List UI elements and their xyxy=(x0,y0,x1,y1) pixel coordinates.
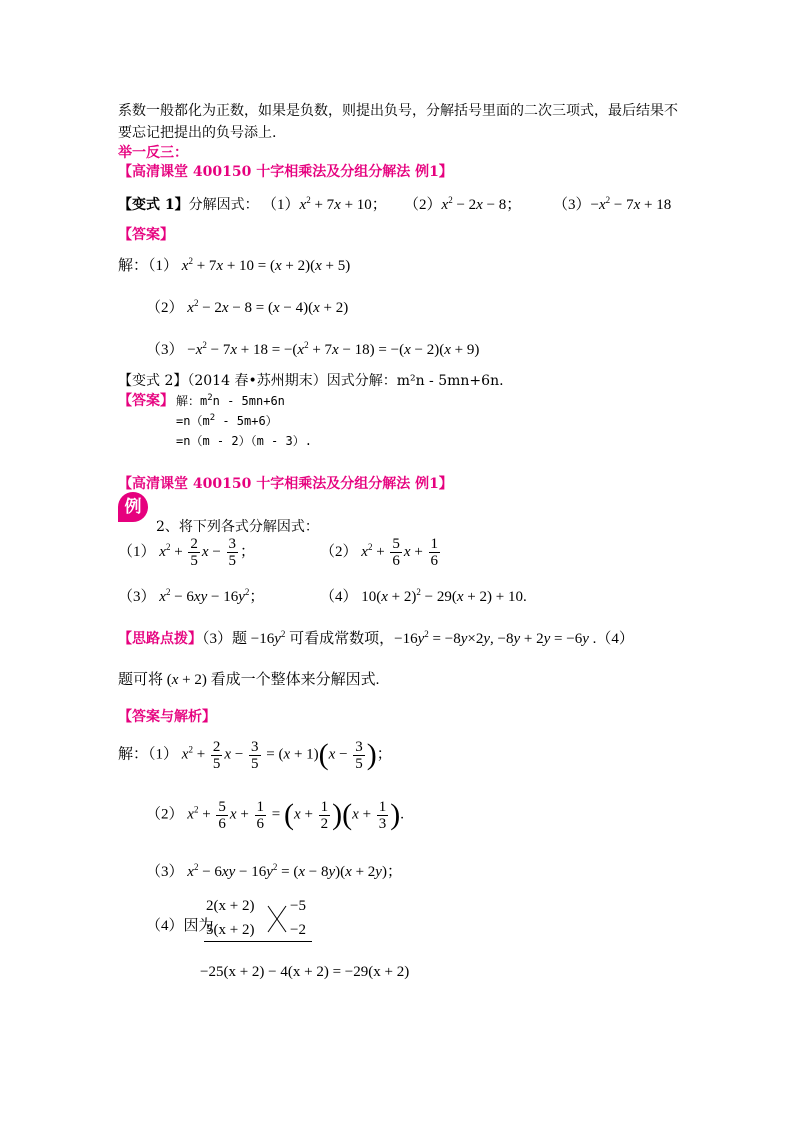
variant1-row xyxy=(118,194,259,214)
hint-line-2: 题可将 (x + 2) 看成一个整体来分解因式. xyxy=(118,672,380,688)
variant1-solution-3: $(3) -x^2 - 7x + 18 = -(x^2 + 7x - 18) = -(x - 2)(x + 9)$ xyxy=(146,340,480,358)
example-item-1: （1） $x^2$ + $\frac{2}{5}$ x − $\frac{3}{5}$ ； xyxy=(118,536,256,569)
example-badge: 例 xyxy=(118,492,148,522)
cross-lines xyxy=(266,902,288,936)
answer-label-1: 【答案】 xyxy=(118,227,174,243)
variant2-label: 【变式 2】 xyxy=(118,373,188,389)
lesson-link-1: 【高清课堂 400150 十字相乘法及分组分解法 例1】 xyxy=(118,164,453,180)
cross-divider xyxy=(204,941,312,942)
variant2-line-2: $=n(m^2 - 5m+6)$ xyxy=(176,413,278,428)
variant1-prompt: 分解因式： xyxy=(188,197,259,213)
solution-label: 【答案与解析】 xyxy=(118,709,216,725)
variant1-item-1: $(1)x^2 + 7x + 10$； xyxy=(262,195,387,213)
variant1-item-3: $(3)-x^2 - 7x + 18$ xyxy=(553,195,672,213)
answer-label-2: 【答案】 xyxy=(118,393,174,409)
hint-line-1: 【思路点拨】（3）题 $-16y^2$ 可看成常数项，$-16y^2 = -8y\times 2y$, −8y + 2y = −6y .（4） xyxy=(118,629,634,647)
cross-bottom-right: −2 xyxy=(290,922,306,938)
drill-heading: 举一反三： xyxy=(118,145,188,161)
lesson-link-2: 【高清课堂 400150 十字相乘法及分组分解法 例1】 xyxy=(118,476,453,492)
variant2-line-1: 解：$m^2n - 5mn+6n$ xyxy=(176,393,285,408)
example-item-2: （2） $x^2$ + $\frac{5}{6}$ x + $\frac{1}{6}$ xyxy=(320,536,439,569)
cross-sum: −25(x + 2) − 4(x + 2) = −29(x + 2) xyxy=(200,964,410,980)
cross-top-left: 2(x + 2) xyxy=(206,898,255,914)
variant1-item-2: $(2)x^2 - 2x - 8$； xyxy=(404,195,522,213)
variant2-row xyxy=(118,370,504,390)
example-item-3: （3） $x^2 - 6xy - 16y^2$； xyxy=(118,587,265,605)
solution-line-1: 解：（1） $x^2$ + $\frac{2}{5}$ x − $\frac{3}{5}$ = (x + 1)(x − $\frac{3}{5}$ )； xyxy=(118,738,392,772)
cross-top-right: −5 xyxy=(290,898,306,914)
example-prompt: 2、将下列各式分解因式： xyxy=(156,519,319,535)
solution-line-2: （2） $x^2$ + $\frac{5}{6}$ x + $\frac{1}{6}$ = (x + $\frac{1}{2}$ )(x + $\frac{1}{3}$ ). xyxy=(146,798,405,832)
example-item-4: （4） $10(x + 2)^2 - 29(x + 2) + 10$. xyxy=(320,587,527,605)
variant2-line-3: =n（m - 2）（m - 3）. xyxy=(176,434,312,448)
variant1-solution-1: 解：（1） $x^2 + 7x + 10 = (x + 2)(x + 5)$ xyxy=(118,256,351,274)
variant2-text: （2014 春•苏州期末）因式分解：m²n - 5mn+6n. xyxy=(187,373,504,389)
intro-line-1: 系数一般都化为正数，如果是负数，则提出负号，分解括号里面的二次三项式，最后结果不 xyxy=(118,103,678,119)
variant1-label: 【变式 1】 xyxy=(118,197,189,213)
intro-line-2: 要忘记把提出的负号添上. xyxy=(118,125,277,141)
variant1-solution-2: （2） $x^2 - 2x - 8 = (x - 4)(x + 2)$ xyxy=(146,298,349,316)
cross-bottom-left: 5(x + 2) xyxy=(206,922,255,938)
solution-line-4: （4）因为 xyxy=(146,918,214,934)
solution-line-3: （3） $x^2 - 6xy - 16y^2 = (x - 8y)(x + 2y)$； xyxy=(146,862,402,880)
